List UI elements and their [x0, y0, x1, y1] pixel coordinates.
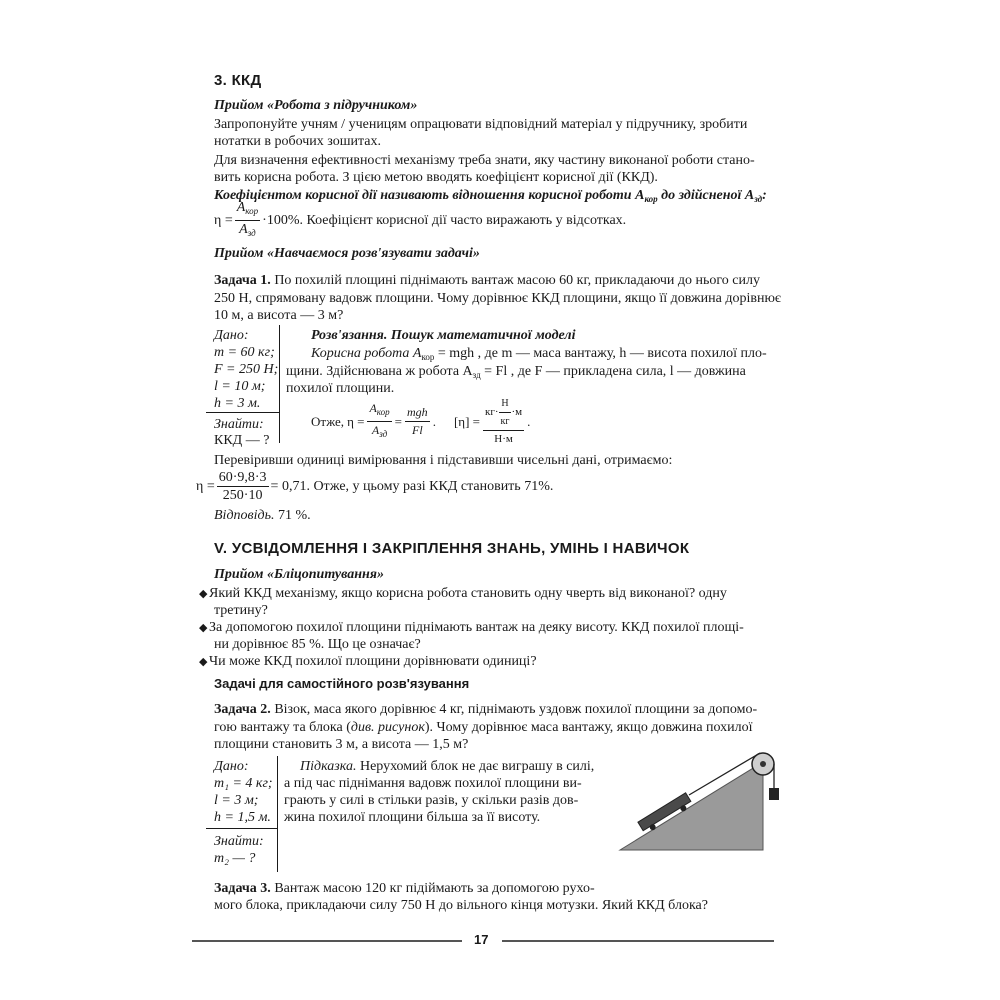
task-1-given-3: h = 3 м. [214, 396, 261, 411]
solution-useful-sub: кор [421, 352, 435, 362]
ratio-numerator: A [369, 400, 377, 415]
solution-useful-work: Корисна робота A [311, 346, 422, 361]
task-1-line-2: 250 Н, спрямовану вадовж площини. Чому дорівнює ККД площини, якщо її довжина дорівнює [214, 291, 781, 306]
definition-end: : [762, 188, 767, 203]
paragraph-1-line-1: Запропонуйте учням / ученицям опрацювати відповідний матеріал у підручнику, зробити [214, 117, 748, 132]
task-2-given-2: h = 1,5 м. [214, 810, 271, 825]
task-1-solution-line-3: похилої площини. [286, 381, 395, 396]
task-1-line-1 [214, 272, 760, 289]
method-blitz: Прийом «Бліцопитування» [214, 567, 385, 582]
task-2-line-2 [214, 719, 753, 736]
bullet-1-line-1 [199, 585, 727, 603]
task-2-find-title: Знайти: [214, 834, 264, 849]
units-inner-denominator: кг [500, 415, 510, 427]
units-dot: . [527, 413, 531, 429]
ratio-denominator-sub: зд [379, 428, 388, 439]
bullet-2-line-2: ни дорівнює 85 %. Що це означає? [214, 637, 421, 652]
answer-label: Відповідь. [214, 508, 275, 523]
task-2-text-1: Візок, маса якого дорівнює 4 кг, піднімають уздовж похилої площини за допомо- [270, 702, 758, 717]
bullet-2-icon: ◆ [199, 622, 208, 634]
ratio-denominator: A [371, 422, 380, 437]
bullet-2-line-1 [199, 619, 744, 637]
task-1-calculation [196, 466, 553, 506]
bullet-2-text: За допомогою похилої площини піднімають вантаж на деяку висоту. ККД похилої площі- [209, 620, 744, 635]
formula-denominator-sub: зд [247, 227, 256, 238]
formula-denominator: A [239, 221, 248, 237]
task-2-text-2a: гою вантажу та блока ( [214, 720, 351, 735]
task-2-line-3: площини становить 3 м, а висота — 1,5 м? [214, 737, 469, 752]
task-1-given-0: m = 60 кг; [214, 345, 275, 360]
task-1-given-2: l = 10 м; [214, 379, 266, 394]
formula-numerator-sub: кор [245, 205, 259, 216]
incline-pulley-figure [615, 748, 785, 852]
hint-line-2: а під час піднімання вадовж похилої площини ви- [284, 776, 582, 791]
definition-mid: до здійсненої A [657, 188, 755, 203]
definition-text: Коефіцієнтом корисної дії називають відношення корисної роботи A [214, 188, 645, 203]
task-2-see-figure: див. рисунок [350, 720, 425, 735]
bullet-1-line-2: третину? [214, 603, 268, 618]
definition-sub-useful: кор [644, 194, 658, 204]
task-2-given-divider [206, 828, 278, 829]
formula-tail: ·100%. Коефіцієнт корисної дії часто виражають у відсотках. [262, 212, 627, 228]
units-inner-fraction [499, 395, 512, 430]
task-3-line-2: мого блока, прикладаючи силу 750 Н до вільного кінця мотузки. Який ККД блока? [214, 898, 708, 913]
hint-label: Підказка. [300, 759, 357, 774]
task-2-text-2b: ). Чому дорівнює маса вантажу, якщо довжина похилої [424, 720, 753, 735]
fl-denominator: Fl [412, 422, 423, 437]
task-3-line-1 [214, 880, 595, 897]
task-1-label: Задача 1. [214, 273, 271, 288]
task-1-solution-title: Розв'язання. Пошук математичної моделі [311, 328, 576, 343]
answer-value: 71 %. [274, 508, 311, 523]
task-1-given-vertical [279, 325, 280, 443]
formula-dot: . [432, 413, 436, 429]
task-1-text-1: По похилій площині піднімають вантаж масою 60 кг, прикладаючи до нього силу [270, 273, 760, 288]
bullet-3-text: Чи може ККД похилої площини дорівнювати одиниці? [209, 654, 537, 669]
eta-symbol: η = [347, 413, 365, 429]
hint-line-4: жина похилої площини більша за її висоту. [284, 810, 541, 825]
units-kg: кг· [484, 405, 499, 418]
equals-sign: = [394, 413, 403, 429]
inclined-plane [620, 762, 763, 850]
calc-denominator: 250·10 [222, 487, 263, 503]
task-1-given-title: Дано: [214, 328, 249, 343]
page-number: 17 [474, 932, 489, 947]
paragraph-1-line-2: нотатки в робочих зошитах. [214, 134, 381, 149]
units-meter: ·м [511, 405, 523, 418]
hint-text-1: Нерухомий блок не дає виграшу в силі, [356, 759, 595, 774]
ratio-numerator-sub: кор [376, 406, 390, 417]
task-2-given-0: m₁ = 4 кг; [214, 776, 273, 791]
units-inner-numerator: Н [499, 395, 512, 413]
formula-eta: η = [214, 212, 233, 228]
solution-done-sub: зд [472, 370, 481, 380]
footer-rule-right [502, 940, 774, 942]
task-1-given-divider [206, 412, 280, 413]
so-word: Отже, [311, 413, 345, 429]
task-2-find: m₂ — ? [214, 851, 256, 866]
task-1-formula-row [311, 397, 531, 445]
self-study-title: Задачі для самостійного розв'язування [214, 676, 470, 691]
bullet-1-text: Який ККД механізму, якщо корисна робота становить одну чверть від виконаної? одну [209, 586, 727, 601]
task-1-given-1: F = 250 Н; [214, 362, 279, 377]
section-3-heading: 3. ККД [214, 72, 262, 89]
hint-line-3: грають у силі в стільки разів, у скільки разів дов- [284, 793, 579, 808]
formula-numerator: A [236, 199, 246, 215]
hint-line-1 [300, 758, 594, 775]
fraction-work-ratio [367, 400, 391, 443]
task-2-given-vertical [277, 756, 278, 872]
method-problem-solving: Прийом «Навчаємося розв'язувати задачі» [214, 246, 480, 261]
task-1-answer [214, 507, 311, 524]
fraction-mgh-fl [405, 404, 430, 439]
task-1-check: Перевіривши одиниці вимірювання і підставивши чисельні дані, отримаємо: [214, 453, 673, 468]
method-textbook: Прийом «Робота з підручником» [214, 98, 418, 113]
solution-useful-rest: = mgh , де m — маса вантажу, h — висота похилої пло- [434, 346, 767, 361]
efficiency-formula [214, 200, 626, 240]
hanging-weight [769, 788, 779, 800]
solution-done-rest: = Fl , де F — прикладена сила, l — довжина [480, 364, 746, 379]
units-denominator: Н·м [494, 432, 513, 445]
task-2-label: Задача 2. [214, 702, 271, 717]
bullet-3-icon: ◆ [199, 656, 208, 668]
paragraph-2-line-1: Для визначення ефективності механізму треба знати, яку частину виконаної роботи стано- [214, 153, 755, 168]
task-3-label: Задача 3. [214, 881, 271, 896]
task-2-given-1: l = 3 м; [214, 793, 259, 808]
task-2-given-title: Дано: [214, 759, 249, 774]
footer-rule-left [192, 940, 462, 942]
task-1-line-3: 10 м, а висота — 3 м? [214, 308, 344, 323]
task-2-line-1 [214, 701, 757, 718]
bullet-1-icon: ◆ [199, 588, 208, 600]
bullet-3 [199, 653, 537, 671]
calc-fraction [217, 469, 269, 504]
mgh-numerator: mgh [405, 404, 430, 422]
calc-tail: = 0,71. Отже, у цьому разі ККД становить 71%. [270, 478, 554, 494]
calc-numerator: 60·9,8·3 [218, 469, 267, 485]
solution-done-work: щини. Здійснювана ж робота A [286, 364, 473, 379]
units-lhs: [η] = [453, 413, 480, 429]
definition-sub-done: зд [754, 194, 763, 204]
section-5-heading: V. УСВІДОМЛЕННЯ І ЗАКРІПЛЕННЯ ЗНАНЬ, УМІНЬ І НАВИЧОК [214, 540, 690, 557]
calc-eta: η = [196, 478, 215, 494]
task-3-text-1: Вантаж масою 120 кг підіймають за допомогою рухо- [270, 881, 595, 896]
paragraph-2-line-2: вить корисна робота. З цією метою вводять коефіцієнт корисної дії (ККД). [214, 170, 658, 185]
formula-fraction [235, 199, 260, 242]
pulley-axle [760, 761, 766, 767]
units-fraction [483, 395, 524, 448]
task-1-find-title: Знайти: [214, 417, 264, 432]
task-1-find: ККД — ? [214, 433, 270, 448]
